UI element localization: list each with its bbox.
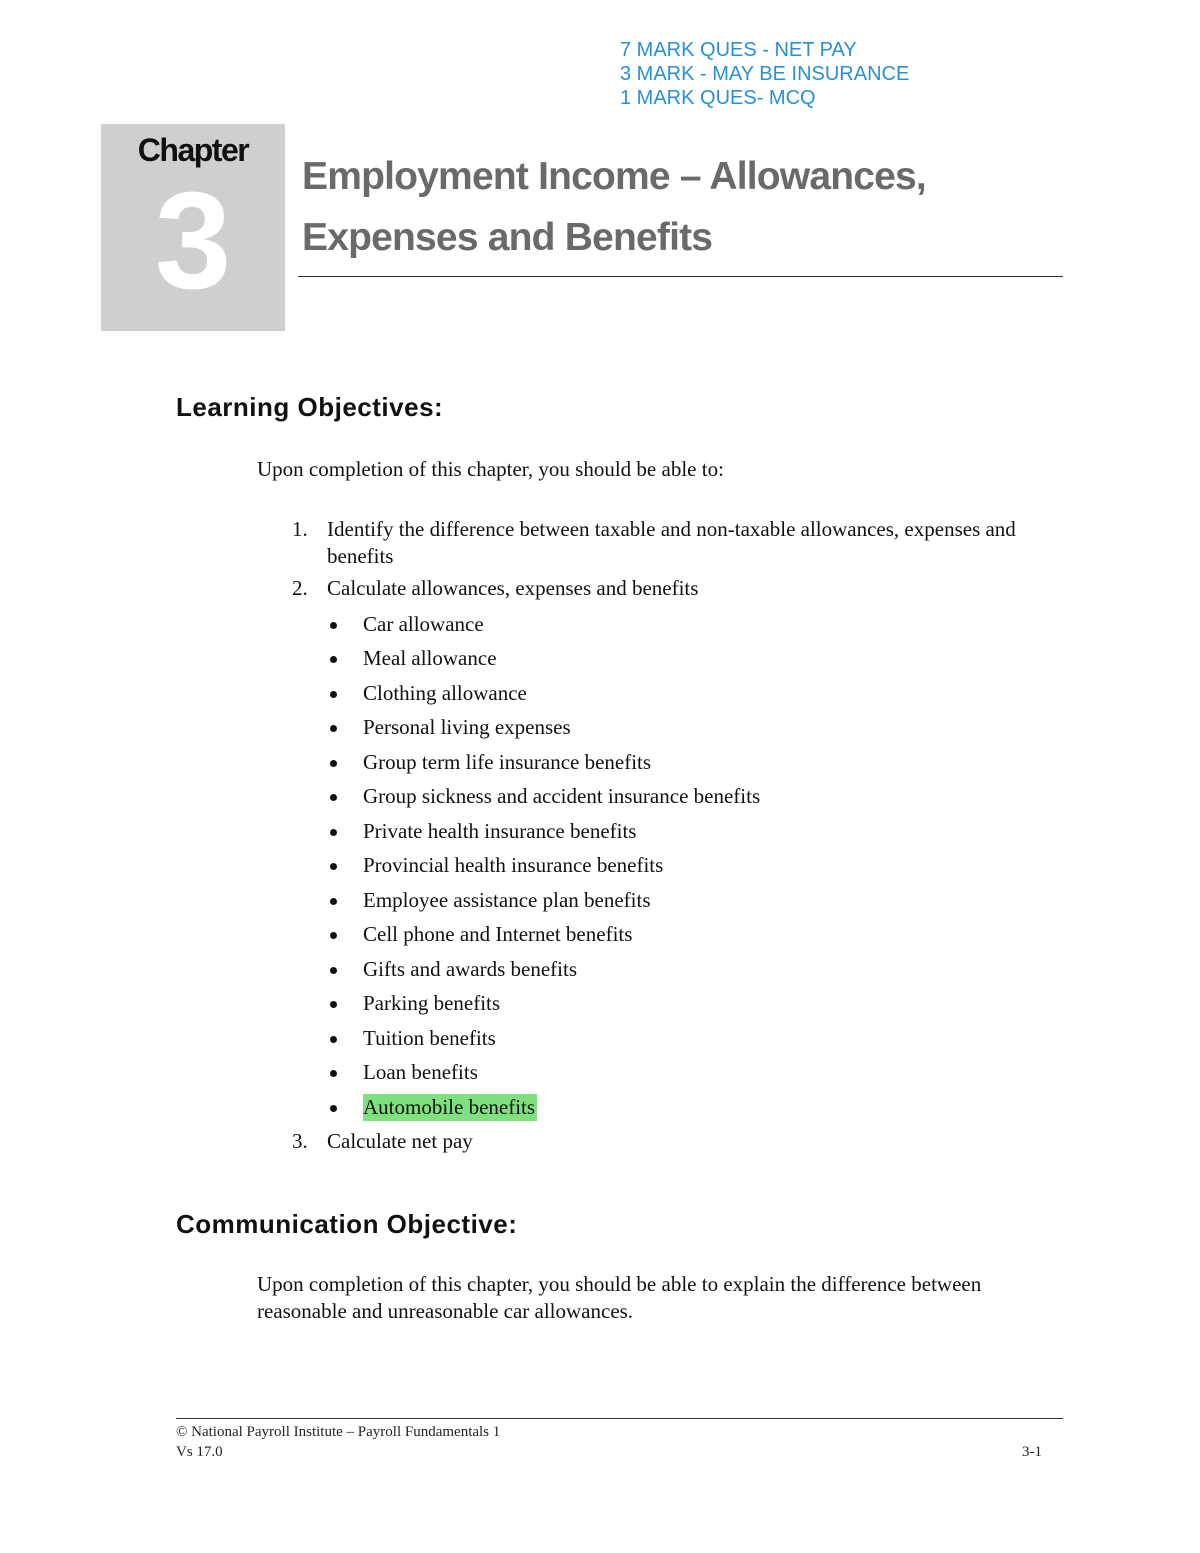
list-item-text: Group term life insurance benefits (363, 750, 652, 774)
list-item-text: Tuition benefits (363, 1026, 496, 1050)
bullet-icon (330, 1036, 337, 1043)
list-item-text: Meal allowance (363, 646, 497, 670)
list-item-text: Loan benefits (363, 1060, 478, 1084)
footer-copyright: © National Payroll Institute – Payroll Fundamentals 1 (176, 1424, 501, 1440)
list-item-text: Private health insurance benefits (363, 819, 637, 843)
objective-number: 3. (292, 1129, 308, 1153)
objective-text: Identify the difference between taxable and non-taxable allowances, expenses and benefits (327, 517, 1016, 568)
annotation-line: 3 MARK - MAY BE INSURANCE (620, 63, 910, 85)
bullet-icon (330, 691, 337, 698)
title-divider (298, 276, 1063, 277)
bullet-icon (330, 622, 337, 629)
bullet-icon (330, 1105, 337, 1112)
annotation-notes (620, 38, 909, 110)
bullet-icon (330, 1001, 337, 1008)
chapter-title (302, 146, 1062, 268)
footer-divider (176, 1418, 1063, 1419)
list-item-text: Parking benefits (363, 991, 501, 1015)
bullet-icon (330, 656, 337, 663)
objective-number: 1. (292, 517, 308, 541)
list-item-text-highlighted: Automobile benefits (363, 1095, 536, 1119)
chapter-title-line: Expenses and Benefits (302, 216, 713, 259)
bullet-icon (330, 1070, 337, 1077)
chapter-label: Chapter (137, 132, 249, 168)
bullet-icon (330, 794, 337, 801)
footer-page-number: 3-1 (1022, 1444, 1042, 1460)
communication-objective-text: Upon completion of this chapter, you should be able to explain the difference between reasonable and unreasonable car allowances. (257, 1272, 982, 1323)
bullet-icon (330, 863, 337, 870)
objective-number: 2. (292, 576, 308, 600)
annotation-line: 1 MARK QUES- MCQ (620, 87, 816, 109)
footer-version: Vs 17.0 (176, 1444, 223, 1460)
chapter-badge (101, 124, 285, 331)
learning-objectives-heading: Learning Objectives: (176, 392, 444, 422)
communication-objective-heading: Communication Objective: (176, 1209, 518, 1239)
bullet-icon (330, 760, 337, 767)
list-item-text: Provincial health insurance benefits (363, 853, 664, 877)
chapter-number: 3 (154, 164, 232, 318)
annotation-line: 7 MARK QUES - NET PAY (620, 39, 857, 61)
list-item-text: Employee assistance plan benefits (363, 888, 651, 912)
chapter-title-line: Employment Income – Allowances, (302, 155, 926, 198)
bullet-icon (330, 725, 337, 732)
objective-text: Calculate net pay (327, 1129, 473, 1153)
bullet-icon (330, 967, 337, 974)
bullet-icon (330, 932, 337, 939)
list-item-text: Group sickness and accident insurance benefits (363, 784, 761, 808)
learning-objectives-intro: Upon completion of this chapter, you should be able to: (257, 457, 724, 481)
list-item-text: Gifts and awards benefits (363, 957, 578, 981)
list-item-text: Personal living expenses (363, 715, 571, 739)
bullet-icon (330, 898, 337, 905)
list-item-text: Clothing allowance (363, 681, 527, 705)
objective-text: Calculate allowances, expenses and benefits (327, 576, 699, 600)
bullet-icon (330, 829, 337, 836)
list-item-text: Car allowance (363, 612, 484, 636)
list-item-text: Cell phone and Internet benefits (363, 922, 633, 946)
